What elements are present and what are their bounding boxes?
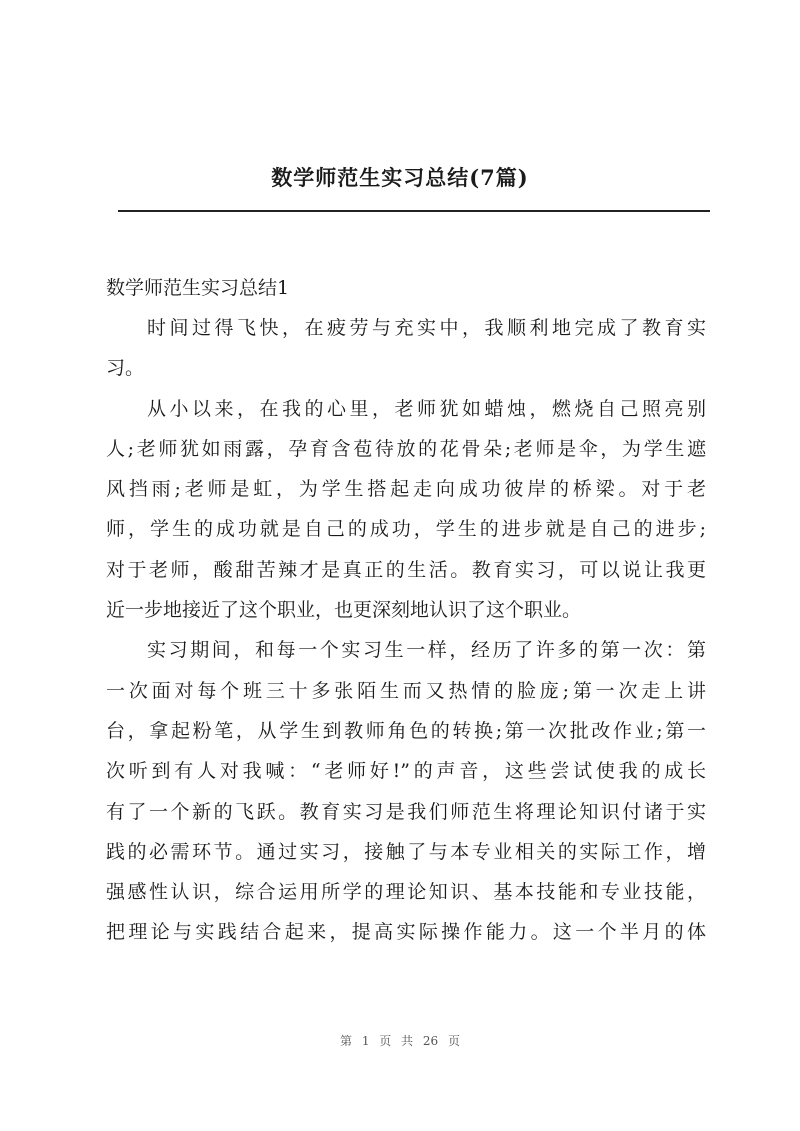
paragraph-line: 台，拿起粉笔，从学生到教师角色的转换;第一次批改作业;第一 xyxy=(106,719,706,742)
paragraph-line: 一次面对每个班三十多张陌生而又热情的脸庞;第一次走上讲 xyxy=(106,679,706,702)
paragraph-line: 从小以来，在我的心里，老师犹如蜡烛，燃烧自己照亮别 xyxy=(147,397,706,420)
page-title: 数学师范生实习总结(7篇) xyxy=(271,165,529,190)
paragraph-line: 人;老师犹如雨露，孕育含苞待放的花骨朵;老师是伞，为学生遮 xyxy=(106,437,706,460)
title-divider xyxy=(118,210,710,212)
paragraph-line: 把理论与实践结合起来，提高实际操作能力。这一个半月的体 xyxy=(106,921,706,944)
paragraph-line: 实习期间，和每一个实习生一样，经历了许多的第一次：第 xyxy=(147,639,706,662)
paragraph-line: 践的必需环节。通过实习，接触了与本专业相关的实际工作，增 xyxy=(106,840,706,863)
paragraph-line: 时间过得飞快，在疲劳与充实中，我顺利地完成了教育实 xyxy=(147,317,706,339)
page-number-footer: 第 1 页 共 26 页 xyxy=(340,1034,460,1048)
paragraph-line: 风挡雨;老师是虹，为学生搭起走向成功彼岸的桥梁。对于老 xyxy=(106,478,706,501)
document-body xyxy=(106,268,706,953)
paragraph-line: 次听到有人对我喊：“老师好!”的声音，这些尝试使我的成长 xyxy=(106,760,706,783)
paragraph-line: 有了一个新的飞跃。教育实习是我们师范生将理论知识付诸于实 xyxy=(106,800,706,823)
paragraph-1 xyxy=(106,308,706,389)
paragraph-line: 师，学生的成功就是自己的成功，学生的进步就是自己的进步; xyxy=(106,518,706,541)
paragraph-line: 习。 xyxy=(106,357,145,380)
paragraph-line: 对于老师，酸甜苦辣才是真正的生活。教育实习，可以说让我更 xyxy=(106,558,706,581)
paragraph-line: 强感性认识，综合运用所学的理论知识、基本技能和专业技能， xyxy=(106,881,706,904)
paragraph-line: 近一步地接近了这个职业，也更深刻地认识了这个职业。 xyxy=(106,599,582,622)
section-heading: 数学师范生实习总结1 xyxy=(106,277,290,299)
paragraph-2 xyxy=(106,389,706,631)
paragraph-3 xyxy=(106,630,706,952)
